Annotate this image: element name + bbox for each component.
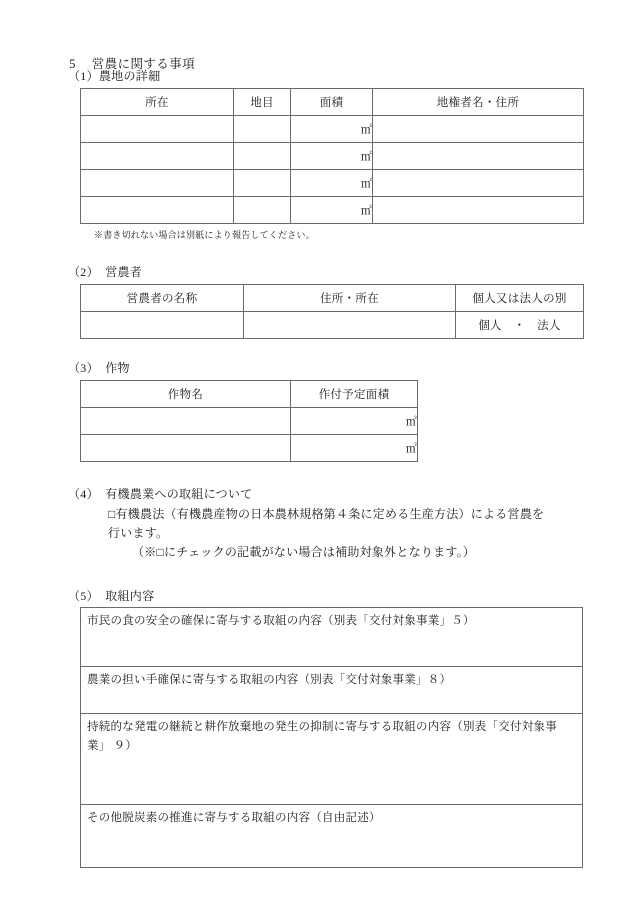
cell-crop-name[interactable] <box>81 435 291 462</box>
initiative-title-successor: 農業の担い手確保に寄与する取組の内容（別表「交付対象事業」８） <box>87 674 452 686</box>
cell-area[interactable]: ㎡ <box>291 116 373 143</box>
column-header-entity-type: 個人又は法人の別 <box>456 285 584 312</box>
table-row <box>81 170 584 197</box>
crops-table <box>80 380 418 462</box>
subsection-label-operator: （2） 営農者 <box>68 265 143 279</box>
subsection-label-farmland: （1）農地の詳細 <box>68 69 161 83</box>
cell-category[interactable] <box>234 197 291 224</box>
cell-operator-name[interactable] <box>81 312 244 339</box>
initiative-title-power-generation <box>87 718 578 756</box>
cell-location[interactable] <box>81 143 234 170</box>
table-header-row <box>81 89 584 116</box>
initiative-title-power-generation-line2: ９） <box>113 740 138 752</box>
operator-table <box>80 284 584 339</box>
cell-owner[interactable] <box>373 170 584 197</box>
column-header-crop-name: 作物名 <box>81 381 291 408</box>
initiative-box-food-safety[interactable] <box>80 607 583 667</box>
table-header-row <box>81 381 418 408</box>
cell-crop-area[interactable]: ㎡ <box>291 408 418 435</box>
table-row <box>81 197 584 224</box>
farmland-note: ※書き切れない場合は別紙により報告してください。 <box>94 230 315 240</box>
farmland-table <box>80 88 584 224</box>
section-title-text: 営農に関する事項 <box>91 56 195 71</box>
initiative-box-successor[interactable] <box>80 666 583 714</box>
column-header-location: 所在 <box>81 89 234 116</box>
table-row <box>81 312 584 339</box>
cell-area[interactable]: ㎡ <box>291 170 373 197</box>
organic-statement-line2: 行います。 <box>108 526 169 540</box>
column-header-category: 地目 <box>234 89 291 116</box>
table-row <box>81 143 584 170</box>
cell-location[interactable] <box>81 116 234 143</box>
cell-location[interactable] <box>81 170 234 197</box>
initiative-title-food-safety: 市民の食の安全の確保に寄与する取組の内容（別表「交付対象事業」５） <box>87 615 475 627</box>
cell-category[interactable] <box>234 116 291 143</box>
subsection-label-organic: （4） 有機農業への取組について <box>68 487 253 501</box>
cell-area[interactable]: ㎡ <box>291 143 373 170</box>
cell-owner[interactable] <box>373 143 584 170</box>
organic-checkbox[interactable]: □ <box>108 507 116 521</box>
section-number: 5 <box>69 56 76 71</box>
cell-entity-type-choice[interactable]: 個人 ・ 法人 <box>456 312 584 339</box>
table-row <box>81 435 418 462</box>
initiative-title-power-generation-line1: 持続的な発電の継続と耕作放棄地の発生の抑制に寄与する取組の内容（別表「交付対象事業」 <box>87 721 557 752</box>
initiative-title-decarbonization: その他脱炭素の推進に寄与する取組の内容（自由記述） <box>87 812 381 824</box>
column-header-owner: 地権者名・住所 <box>373 89 584 116</box>
organic-caution: （※□にチェックの記載がない場合は補助対象外となります。） <box>132 545 476 559</box>
initiative-box-power-generation[interactable] <box>80 713 583 805</box>
table-header-row <box>81 285 584 312</box>
cell-crop-area[interactable]: ㎡ <box>291 435 418 462</box>
cell-category[interactable] <box>234 170 291 197</box>
column-header-operator-address: 住所・所在 <box>244 285 456 312</box>
cell-operator-address[interactable] <box>244 312 456 339</box>
cell-crop-name[interactable] <box>81 408 291 435</box>
column-header-planned-area: 作付予定面積 <box>291 381 418 408</box>
table-row <box>81 408 418 435</box>
organic-statement <box>108 505 608 562</box>
organic-statement-first-line <box>108 505 608 524</box>
cell-owner[interactable] <box>373 197 584 224</box>
subsection-label-crops: （3） 作物 <box>68 361 130 375</box>
initiative-box-decarbonization[interactable] <box>80 804 583 868</box>
subsection-label-initiatives: （5） 取組内容 <box>68 589 155 603</box>
cell-location[interactable] <box>81 197 234 224</box>
cell-category[interactable] <box>234 143 291 170</box>
organic-statement-line1: 有機農法（有機農産物の日本農林規格第４条に定める生産方法）による営農を <box>115 507 545 521</box>
column-header-operator-name: 営農者の名称 <box>81 285 244 312</box>
cell-area[interactable]: ㎡ <box>291 197 373 224</box>
cell-owner[interactable] <box>373 116 584 143</box>
column-header-area: 面積 <box>291 89 373 116</box>
table-row <box>81 116 584 143</box>
